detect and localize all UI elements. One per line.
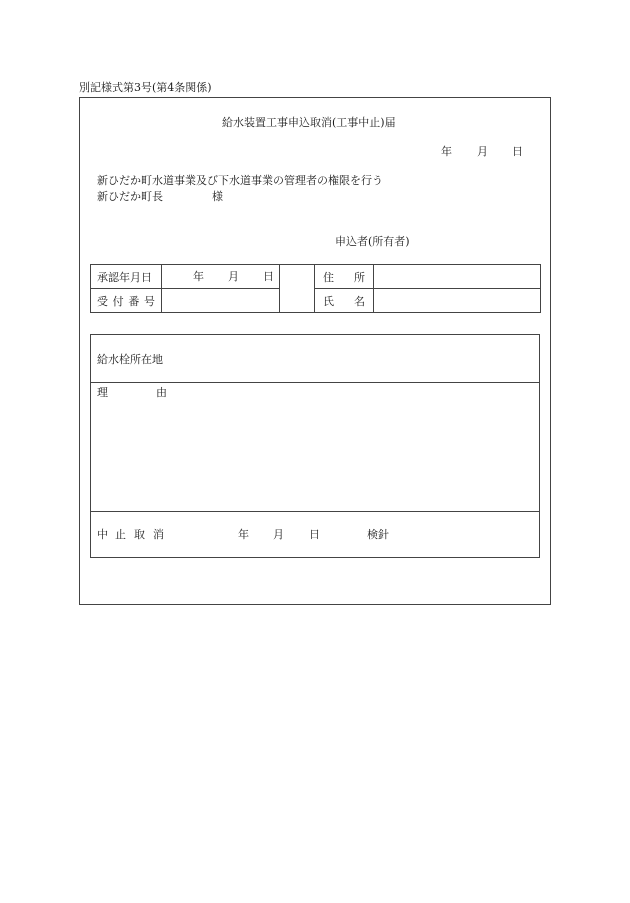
receipt-label-char: 号 bbox=[143, 294, 155, 308]
form-code: 別記様式第3号(第4条関係) bbox=[79, 81, 212, 94]
reason-field[interactable] bbox=[91, 399, 539, 509]
cancel-month: 月 bbox=[273, 528, 284, 541]
address-label-char: 所 bbox=[354, 270, 365, 284]
approval-day: 日 bbox=[263, 269, 274, 283]
cancel-label-char: 取 bbox=[134, 528, 145, 541]
approval-year: 年 bbox=[193, 269, 204, 283]
receipt-label-char: 付 bbox=[112, 294, 124, 308]
faucet-location-label: 給水栓所在地 bbox=[97, 353, 163, 366]
address-label bbox=[315, 265, 374, 289]
receipt-number-label bbox=[91, 289, 162, 313]
receipt-label-char: 番 bbox=[128, 294, 140, 308]
divider bbox=[91, 511, 539, 512]
date-day: 日 bbox=[512, 145, 523, 158]
cancel-year: 年 bbox=[238, 528, 249, 541]
applicant-label: 申込者(所有者) bbox=[335, 235, 410, 248]
name-label bbox=[315, 289, 374, 313]
date-month: 月 bbox=[477, 145, 488, 158]
reason-label-char: 理 bbox=[97, 386, 108, 399]
info-table bbox=[90, 264, 541, 313]
approval-month: 月 bbox=[228, 269, 239, 283]
table-row bbox=[91, 265, 541, 289]
receipt-label-char: 受 bbox=[97, 294, 108, 308]
details-box bbox=[90, 334, 540, 558]
inspection-label: 検針 bbox=[367, 528, 389, 541]
name-label-char: 名 bbox=[354, 294, 365, 308]
receipt-number-field[interactable] bbox=[162, 289, 280, 313]
reason-label-char: 由 bbox=[156, 386, 167, 399]
address-label-char: 住 bbox=[323, 270, 334, 284]
cancel-label-char: 中 bbox=[97, 528, 108, 541]
approval-date-label: 承認年月日 bbox=[91, 265, 162, 289]
address-field[interactable] bbox=[374, 265, 541, 289]
cancel-label-char: 消 bbox=[153, 528, 164, 541]
date-year: 年 bbox=[441, 145, 452, 158]
cancel-day: 日 bbox=[309, 528, 320, 541]
name-field[interactable] bbox=[374, 289, 541, 313]
addressee-line1: 新ひだか町水道事業及び下水道事業の管理者の権限を行う bbox=[97, 174, 383, 187]
cancel-label-char: 止 bbox=[115, 528, 126, 541]
table-row bbox=[91, 289, 541, 313]
form-title: 給水装置工事申込取消(工事中止)届 bbox=[222, 116, 396, 129]
addressee-line2: 新ひだか町長 bbox=[97, 190, 163, 203]
approval-date-field[interactable] bbox=[162, 265, 280, 289]
name-label-char: 氏 bbox=[323, 294, 334, 308]
divider bbox=[91, 382, 539, 383]
blank-cell bbox=[280, 265, 315, 313]
addressee-honorific: 様 bbox=[212, 190, 223, 203]
